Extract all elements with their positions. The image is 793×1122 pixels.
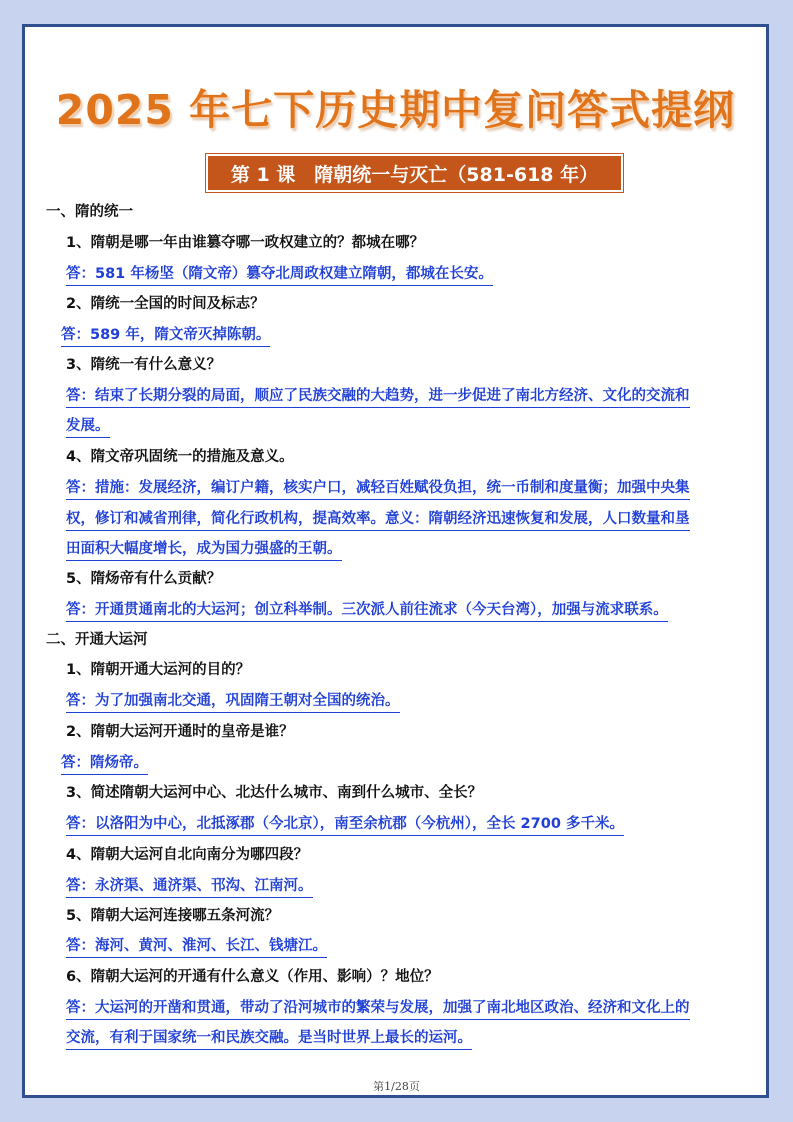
answer-2-2: 答：隋炀帝。	[61, 753, 148, 775]
answer-1-1: 答：581 年杨坚（隋文帝）篡夺北周政权建立隋朝，都城在长安。	[66, 264, 493, 286]
question-2-5: 5、隋朝大运河连接哪五条河流？	[66, 908, 280, 924]
answer-2-1: 答：为了加强南北交通，巩固隋王朝对全国的统治。	[66, 691, 400, 713]
answer-1-3-line-2: 发展。	[66, 416, 110, 438]
answer-2-6-line-1: 答：大运河的开凿和贯通，带动了沿河城市的繁荣与发展，加强了南北地区政治、经济和文化上的	[66, 998, 690, 1020]
question-1-2: 2、隋统一全国的时间及标志？	[66, 296, 265, 312]
question-2-6: 6、隋朝大运河的开通有什么意义（作用、影响）？地位？	[66, 969, 439, 985]
answer-2-5: 答：海河、黄河、淮河、长江、钱塘江。	[66, 936, 327, 958]
answer-1-4-line-2: 权，修订和减省刑律，简化行政机构，提高效率。意义：隋朝经济迅速恢复和发展，人口数量和垦	[66, 509, 690, 531]
page-number: 第1/28页	[373, 1080, 420, 1093]
answer-2-6-line-2: 交流，有利于国家统一和民族交融。是当时世界上最长的运河。	[66, 1028, 472, 1050]
question-1-5: 5、隋炀帝有什么贡献？	[66, 571, 222, 587]
answer-1-3-line-1: 答：结束了长期分裂的局面，顺应了民族交融的大趋势，进一步促进了南北方经济、文化的交流和	[66, 386, 690, 408]
question-1-4: 4、隋文帝巩固统一的措施及意义。	[66, 449, 294, 465]
answer-1-2: 答：589 年，隋文帝灭掉陈朝。	[61, 325, 270, 347]
lesson-banner: 第 1 课 隋朝统一与灭亡（581-618 年）	[206, 154, 623, 192]
section-heading-1: 一、隋的统一	[46, 204, 133, 220]
answer-1-5: 答：开通贯通南北的大运河；创立科举制。三次派人前往流求（今天台湾），加强与流求联系。	[66, 600, 668, 622]
question-2-3: 3、简述隋朝大运河中心、北达什么城市、南到什么城市、全长？	[66, 785, 483, 801]
question-2-4: 4、隋朝大运河自北向南分为哪四段？	[66, 847, 309, 863]
page-title: 2025 年七下历史期中复问答式提纲	[55, 86, 736, 134]
answer-1-4-line-3: 田面积大幅度增长，成为国力强盛的王朝。	[66, 539, 342, 561]
question-1-1: 1、隋朝是哪一年由谁篡夺哪一政权建立的？都城在哪？	[66, 235, 425, 251]
answer-2-3: 答：以洛阳为中心，北抵涿郡（今北京），南至余杭郡（今杭州），全长 2700 多千米。	[66, 814, 624, 836]
section-heading-2: 二、开通大运河	[46, 632, 148, 648]
question-2-2: 2、隋朝大运河开通时的皇帝是谁？	[66, 724, 294, 740]
question-2-1: 1、隋朝开通大运河的目的？	[66, 662, 251, 678]
question-1-3: 3、隋统一有什么意义？	[66, 357, 222, 373]
answer-2-4: 答：永济渠、通济渠、邗沟、江南河。	[66, 876, 313, 898]
answer-1-4-line-1: 答：措施：发展经济，编订户籍，核实户口，减轻百姓赋役负担，统一币制和度量衡；加强中央集	[66, 478, 690, 500]
